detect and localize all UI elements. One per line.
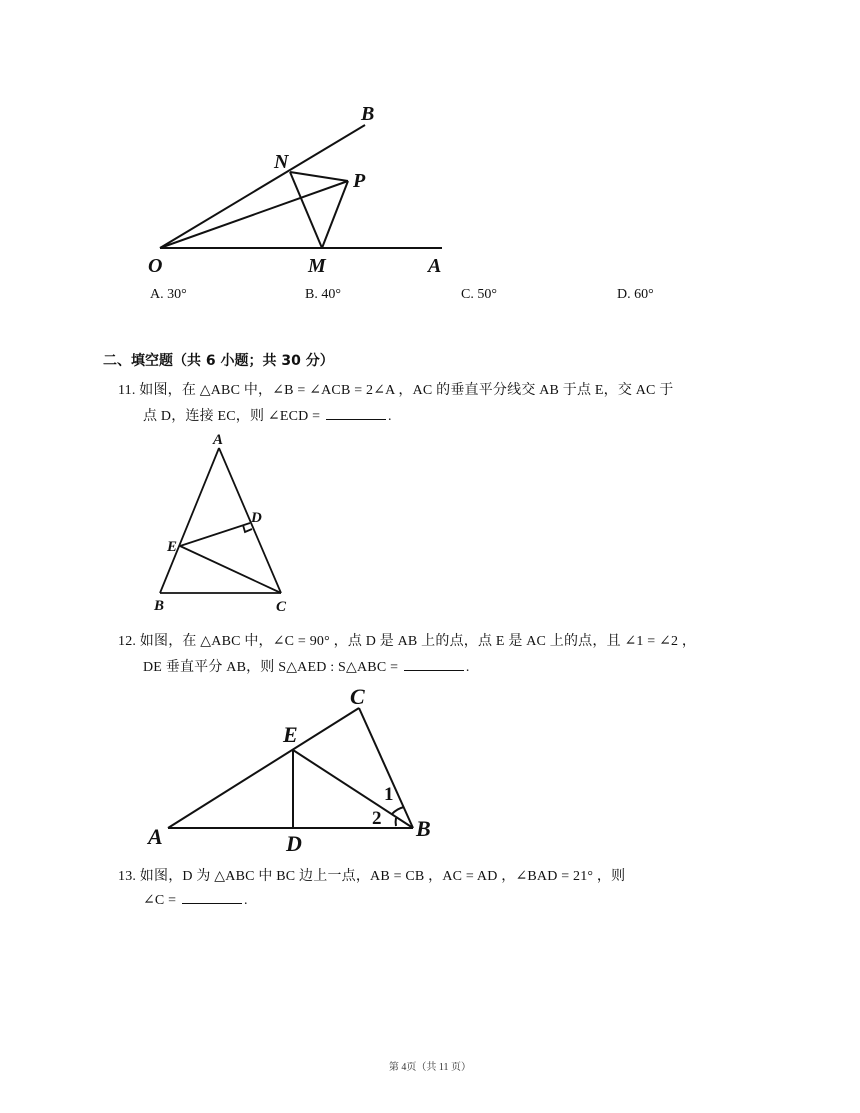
label-B: B [154,598,165,614]
label-E: E [167,539,178,555]
label-N: N [274,151,289,173]
label-angle-1: 1 [384,784,394,805]
q12-line1: 12. 如图，在 △ABC 中，∠C = 90° ，点 D 是 AB 上的点，点 E 是 AC 上的点，且 ∠1 = ∠2 ， [118,634,697,649]
option-d[interactable]: D. 60° [617,287,654,302]
label-E: E [283,722,298,747]
q11-line1: 11. 如图，在 △ABC 中，∠B = ∠ACB = 2∠A ，AC 的垂直平分线交 AB 于点 E，交 AC 于 [118,383,674,398]
q12-answer-blank[interactable] [404,658,464,671]
page-footer: 第 4页（共 11 页） [388,1062,472,1073]
q13-period: . [243,893,248,908]
option-a[interactable]: A. 30° [150,287,187,302]
section-title: 二、填空题（共 6 小题；共 30 分） [103,353,334,369]
option-b[interactable]: B. 40° [305,287,341,302]
q12-period: . [465,660,470,675]
figure-right-triangle-abc [140,680,450,860]
label-A: A [213,432,224,448]
label-P: P [353,170,366,192]
label-C: C [350,684,365,709]
q11-period: . [387,409,392,424]
label-D: D [251,510,262,526]
label-angle-2: 2 [372,808,382,829]
label-M: M [308,255,326,277]
label-A: A [428,255,442,277]
label-B: B [416,816,431,841]
q13-line2 [143,891,248,909]
label-A: A [148,824,163,849]
label-B: B [361,103,375,125]
option-c[interactable]: C. 50° [461,287,497,302]
q11-text: 点 D，连接 EC，则 ∠ECD = [143,409,321,424]
q13-text: ∠C = [143,893,177,908]
q12-line2 [143,656,470,676]
figure-triangle-abc-ed [150,428,300,618]
label-D: D [286,831,302,856]
q13-answer-blank[interactable] [182,891,242,904]
label-C: C [276,599,287,615]
q11-answer-blank[interactable] [326,407,386,420]
label-O: O [148,255,163,277]
q13-line1: 13. 如图，D 为 △ABC 中 BC 边上一点，AB = CB ，AC = AD ，∠BAD = 21° ，则 [118,869,626,884]
q12-text: DE 垂直平分 AB，则 S△AED : S△ABC = [143,660,399,675]
figure-angle-nmp [140,95,460,280]
q11-line2 [143,405,392,425]
